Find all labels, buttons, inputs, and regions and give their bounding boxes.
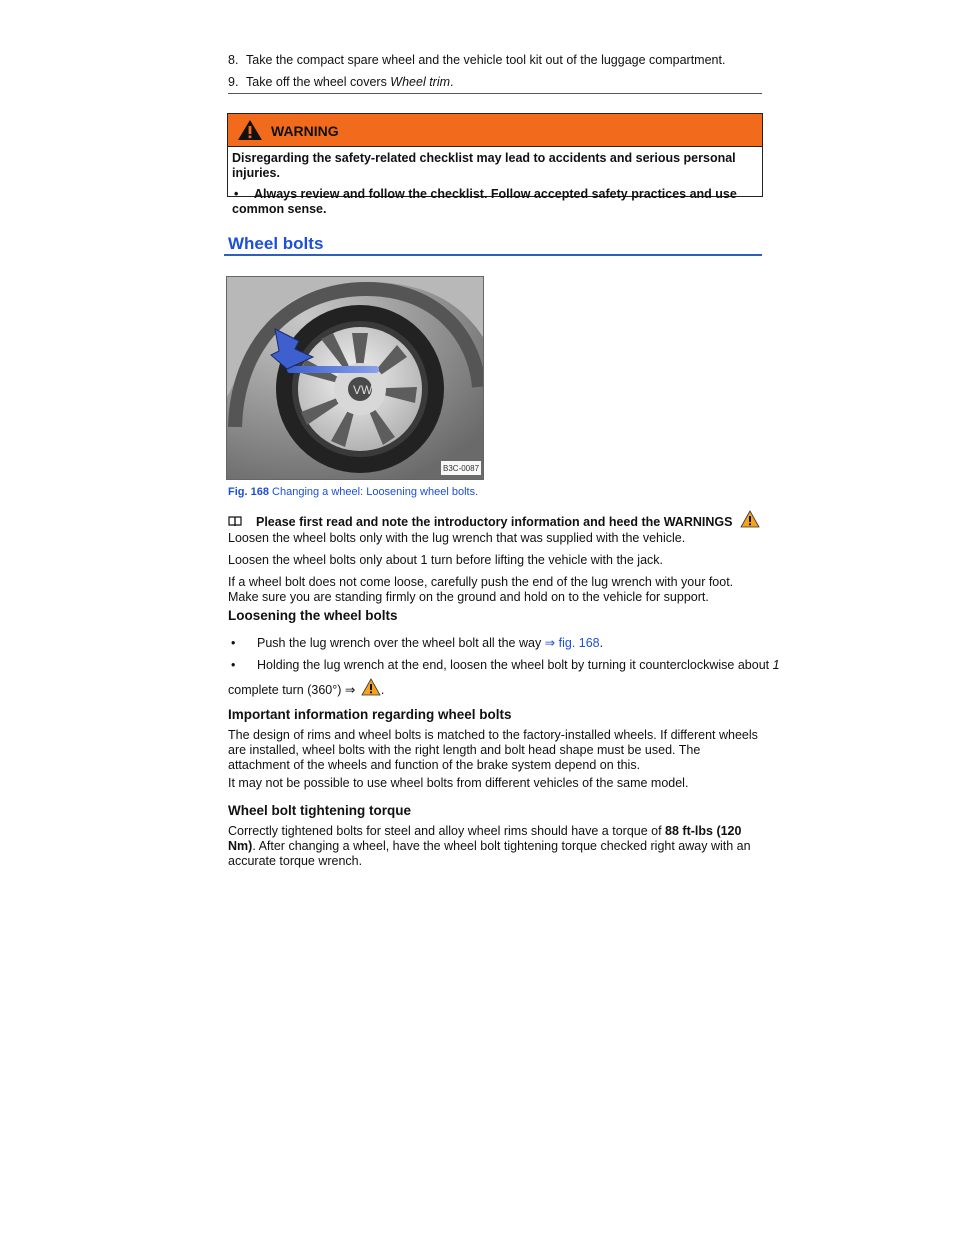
book-icon <box>228 516 242 527</box>
step-9 <box>228 74 454 90</box>
bullet-end: . <box>599 636 604 650</box>
bullet-mark: • <box>234 187 239 201</box>
step-text: Take off the wheel covers <box>246 75 391 89</box>
intro-note <box>228 510 760 529</box>
paragraph: Loosen the wheel bolts only about 1 turn before lifting the vehicle with the jack. <box>228 553 663 567</box>
paragraph: It may not be possible to use wheel bolts from different vehicles of the same model. <box>228 776 689 790</box>
paragraph: If a wheel bolt does not come loose, carefully push the end of the lug wrench with your foot. Make sure you are standing firmly on the ground and hold on to the vehicle for support. <box>228 575 734 604</box>
figure-link[interactable]: ⇒ fig. 168 <box>544 636 600 650</box>
bullet-end: . <box>380 683 385 697</box>
torque-text-end: . After changing a wheel, have the wheel bolt tightening torque checked right away with an accurate torque wrench. <box>228 839 751 868</box>
bullet-text: Holding the lug wrench at the end, loosen the wheel bolt by turning it counterclockwise about <box>257 658 773 672</box>
divider <box>228 93 762 94</box>
paragraph: Loosen the wheel bolts only with the lug wrench that was supplied with the vehicle. <box>228 531 686 545</box>
warning-body <box>228 147 762 217</box>
warning-box <box>227 113 763 216</box>
warning-triangle-icon <box>237 119 263 141</box>
bullet-mark: • <box>231 658 236 672</box>
warning-bullet-item <box>232 187 758 217</box>
bullet-italic: 1 <box>772 658 780 672</box>
torque-value: 88 ft-lbs (120 Nm) <box>228 824 742 853</box>
warning-title: WARNING <box>271 123 339 139</box>
warning-triangle-icon[interactable] <box>361 678 381 696</box>
list-item <box>228 658 780 672</box>
step-number: 8. <box>228 53 239 67</box>
warning-bullet-text: Always review and follow the checklist. Follow accepted safety practices and use common sense. <box>232 187 737 216</box>
paragraph: The design of rims and wheel bolts is matched to the factory-installed wheels. If different wheels are installed, wheel bolts with the right length and bolt head shape must be used. The attachment of the wheels and function of the brake system depend on this. <box>228 728 758 772</box>
svg-text:VW: VW <box>353 383 373 397</box>
note-text: Please first read and note the introductory information and heed the WARNINGS <box>256 515 733 529</box>
step-end: . <box>450 75 454 89</box>
bullet-text: complete turn (360°) ⇒ <box>228 683 356 697</box>
section-title: Wheel bolts <box>228 234 324 253</box>
warning-header <box>228 114 762 147</box>
list-item <box>228 635 603 650</box>
warning-triangle-icon <box>740 510 760 528</box>
bullet-mark: • <box>231 636 236 650</box>
figure-code: B3C-0087 <box>443 464 480 473</box>
figure-image <box>226 276 484 480</box>
figure-caption <box>228 486 478 498</box>
step-8 <box>228 52 725 68</box>
subheading-important: Important information regarding wheel bolts <box>228 707 512 722</box>
wheel-illustration <box>227 277 483 479</box>
figure-label: Fig. 168 <box>228 486 269 498</box>
paragraph-torque <box>228 824 762 869</box>
subheading-loosening: Loosening the wheel bolts <box>228 608 398 623</box>
section-underline <box>224 254 762 256</box>
bullet-text: Push the lug wrench over the wheel bolt all the way <box>257 636 545 650</box>
list-item-continued <box>228 678 384 697</box>
step-number: 9. <box>228 75 239 89</box>
torque-text-start: Correctly tightened bolts for steel and alloy wheel rims should have a torque of <box>228 824 666 838</box>
warning-text: Disregarding the safety-related checklist may lead to accidents and serious personal injuries. <box>232 151 736 180</box>
subheading-torque: Wheel bolt tightening torque <box>228 803 411 818</box>
figure-caption-text: Changing a wheel: Loosening wheel bolts. <box>272 486 479 498</box>
step-text: Take the compact spare wheel and the vehicle tool kit out of the luggage compartment. <box>246 53 726 67</box>
step-italic: Wheel trim <box>390 75 451 89</box>
